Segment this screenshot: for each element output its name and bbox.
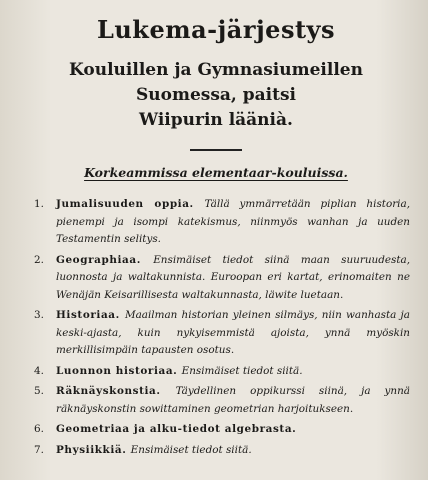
item-number: 6. bbox=[34, 423, 44, 435]
item-text: Tällä ymmärretään piplian historia, pienempi ja isompi katekismus, niinmyös wanhan ja uuden Testamentin selitys. bbox=[56, 198, 411, 245]
subject-list bbox=[22, 196, 410, 459]
item-subject: Historiaa. bbox=[56, 309, 125, 321]
item-text: Ensimäiset tiedot siitä. bbox=[130, 443, 252, 456]
item-number: 1. bbox=[34, 198, 44, 210]
item-subject: Luonnon historiaa. bbox=[56, 364, 182, 377]
page-title: Lukema-järjestys bbox=[96, 15, 335, 44]
item-number: 4. bbox=[34, 364, 44, 377]
item-subject: Jumalisuuden oppia. bbox=[56, 198, 205, 210]
list-item bbox=[22, 383, 410, 418]
list-item bbox=[22, 363, 410, 381]
list-item bbox=[22, 442, 410, 460]
item-number: 7. bbox=[34, 443, 44, 456]
divider-rule bbox=[190, 149, 242, 151]
item-number: 2. bbox=[34, 253, 44, 266]
item-subject: Räknäyskonstia. bbox=[56, 385, 176, 397]
list-item bbox=[22, 421, 410, 439]
subtitle-line-1: Kouluillen ja Gymnasiumeillen Suomessa, paitsi bbox=[69, 60, 363, 105]
item-text: Ensimäiset tiedot siinä maan suuruudesta, luonnosta ja waltakunnista. Euroopan eri kartat, erinomaiten ne Wenäjän Keisarillisesta waltakunnasta, läwite luetaan. bbox=[56, 253, 411, 301]
item-subject: Geographiaa. bbox=[56, 253, 154, 266]
item-number: 3. bbox=[34, 309, 44, 321]
section-heading: Korkeammissa elementaar-kouluissa. bbox=[84, 165, 348, 180]
subtitle-line-2: Wiipurin läänià. bbox=[139, 110, 293, 130]
item-subject: Geometriaa ja alku-tiedot algebrasta. bbox=[56, 423, 297, 435]
item-text: Ensimäiset tiedot siitä. bbox=[181, 364, 303, 377]
item-subject: Physiikkiä. bbox=[56, 443, 131, 456]
list-item bbox=[22, 196, 410, 249]
item-text: Täydellinen oppikurssi siinä, ja ynnä räknäyskonstin sowittaminen geometrian harjoitukseen. bbox=[56, 385, 410, 415]
item-text: Maailman historian yleinen silmäys, niin wanhasta ja keski-ajasta, kuin nykyisemmistä ajoista, ynnä myöskin merkillisimpäin tapausten osotus. bbox=[56, 309, 410, 356]
list-item bbox=[22, 307, 410, 360]
list-item bbox=[22, 252, 410, 305]
item-number: 5. bbox=[34, 385, 44, 397]
